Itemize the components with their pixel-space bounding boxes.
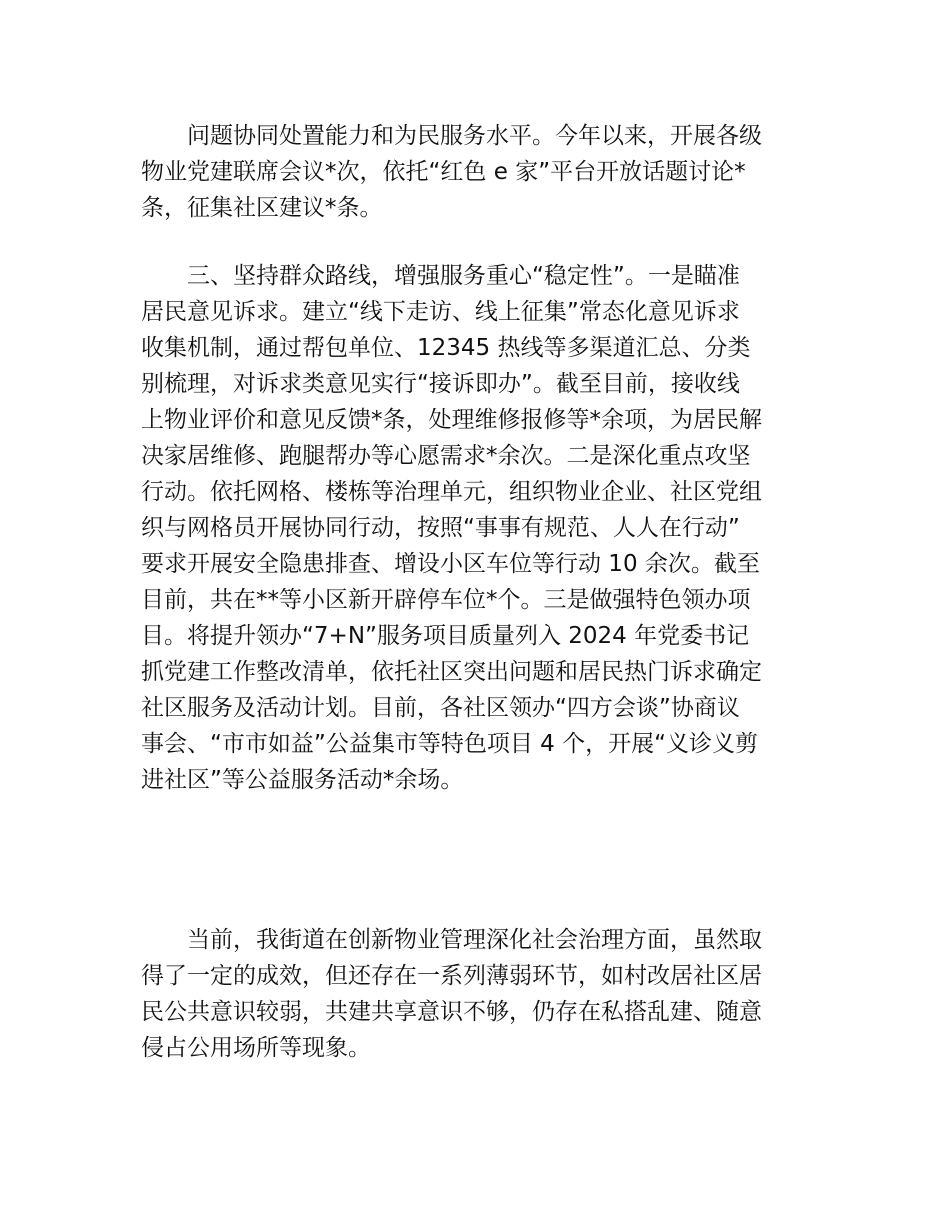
text-line: 进社区”等公益服务活动*余场。	[141, 767, 464, 793]
text-line: 条，征集社区建议*条。	[141, 195, 383, 221]
text-line: 要求开展安全隐患排查、增设小区车位等行动 10 余次。截至	[141, 551, 760, 577]
text-line: 上物业评价和意见反馈*条，处理维修报修等*余项，为居民解	[141, 407, 762, 433]
paragraph-2	[141, 258, 811, 798]
text-line: 织与网格员开展协同行动，按照“事事有规范、人人在行动”	[141, 515, 740, 541]
text-line: 行动。依托网格、楼栋等治理单元，组织物业企业、社区党组	[141, 479, 762, 505]
paragraph-3	[141, 922, 811, 1066]
text-line: 物业党建联席会议*次，依托“红色 e 家”平台开放话题讨论*	[141, 159, 746, 185]
text-line: 事会、“市市如益”公益集市等特色项目 4 个，开展“义诊义剪	[141, 731, 759, 757]
text-line: 民公共意识较弱，共建共享意识不够，仍存在私搭乱建、随意	[141, 999, 762, 1025]
text-line: 居民意见诉求。建立“线下走访、线上征集”常态化意见诉求	[141, 299, 740, 325]
text-line: 收集机制，通过帮包单位、12345 热线等多渠道汇总、分类	[141, 335, 751, 361]
text-line: 三、坚持群众路线，增强服务重心“稳定性”。一是瞄准	[141, 263, 740, 289]
text-line: 问题协同处置能力和为民服务水平。今年以来，开展各级	[141, 123, 762, 149]
text-line: 得了一定的成效，但还存在一系列薄弱环节，如村改居社区居	[141, 963, 762, 989]
text-line: 抓党建工作整改清单，依托社区突出问题和居民热门诉求确定	[141, 659, 762, 685]
paragraph-1	[141, 118, 811, 226]
text-line: 侵占公用场所等现象。	[141, 1035, 371, 1061]
text-line: 目。将提升领办“7+N”服务项目质量列入 2024 年党委书记	[141, 623, 750, 649]
text-line: 目前，共在**等小区新开辟停车位*个。三是做强特色领办项	[141, 587, 751, 613]
text-line: 当前，我街道在创新物业管理深化社会治理方面，虽然取	[141, 927, 762, 953]
text-line: 别梳理，对诉求类意见实行“接诉即办”。截至目前，接收线	[141, 371, 740, 397]
text-line: 决家居维修、跑腿帮办等心愿需求*余次。二是深化重点攻坚	[141, 443, 751, 469]
text-line: 社区服务及活动计划。目前，各社区领办“四方会谈”协商议	[141, 695, 740, 721]
